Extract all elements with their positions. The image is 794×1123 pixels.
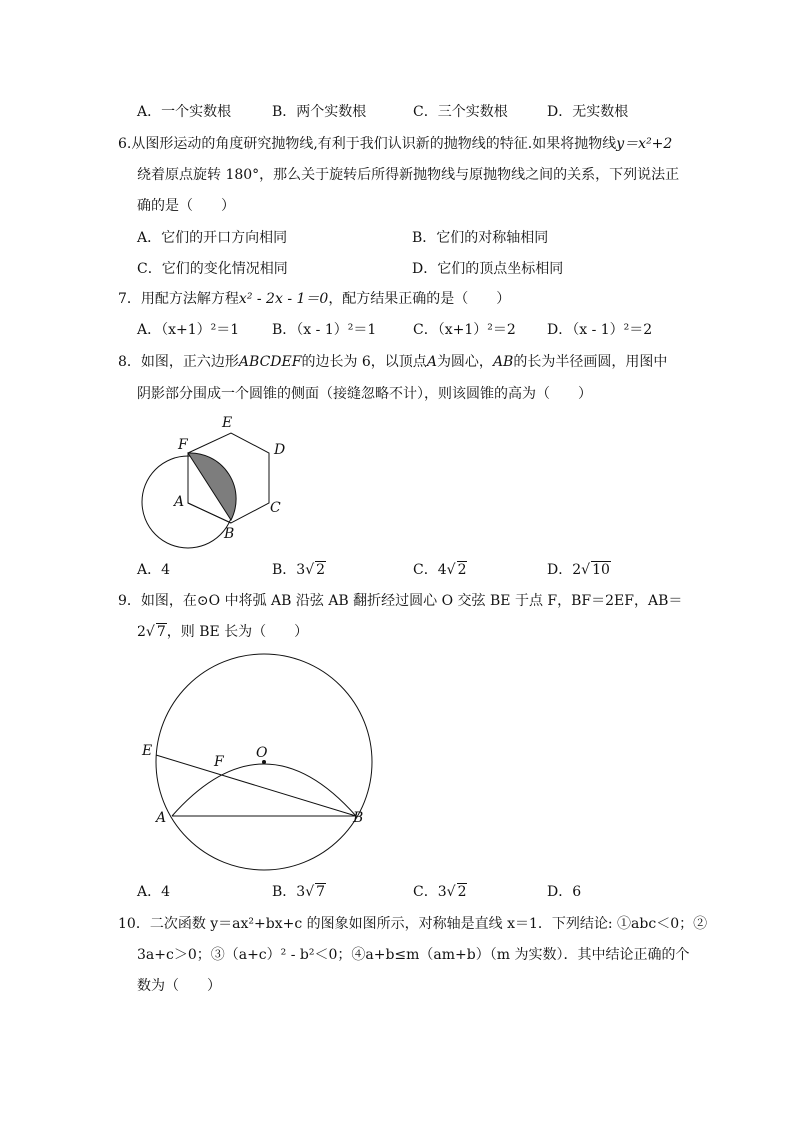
q9-ab-coef: 2: [137, 624, 146, 640]
q6-option-d: D．它们的顶点坐标相同: [412, 261, 564, 277]
q9-option-d: [547, 882, 581, 902]
q8-line-1-a: 8．如图，正六边形: [118, 354, 239, 370]
q10-line-1: 10．二次函数 y＝ax²+bx+c 的图象如图所示，对称轴是直线 x＝1．下列结论: ①abc＜0；②: [118, 916, 708, 932]
q8-label-e: E: [222, 415, 233, 431]
q8-label-f: F: [178, 437, 188, 453]
q9-option-c: [413, 882, 467, 902]
sqrt-icon: √ 2: [446, 562, 467, 578]
q6-line-3: 确的是（ ）: [137, 198, 235, 214]
q6-line-1-text: 6.从图形运动的角度研究抛物线,有利于我们认识新的抛物线的特征.如果将抛物线: [118, 136, 617, 152]
q9-option-a: [137, 882, 170, 902]
q8-option-d-prefix: D．: [547, 562, 573, 578]
q7-equation: x² - 2x - 1＝0: [238, 291, 329, 307]
q6-option-c: C．它们的变化情况相同: [137, 261, 288, 277]
q9-ab-radicand: 7: [156, 624, 166, 640]
q9-line-2-post: ，则 BE 长为（ ）: [166, 624, 309, 640]
q8-label-a: A: [174, 494, 185, 510]
q9-label-o: O: [256, 745, 268, 761]
q9-line-2: [137, 622, 308, 642]
q6-option-a: A．它们的开口方向相同: [137, 230, 288, 246]
q7-option-d: D．（x - 1）²＝2: [547, 322, 653, 338]
q9-label-e: E: [142, 743, 153, 759]
q8-option-a-value: 4: [161, 562, 171, 578]
q6-parabola-expression: y＝x²+2: [616, 136, 673, 152]
q9-option-d-value: 6: [572, 884, 582, 900]
q8-label-d: D: [274, 442, 286, 458]
q8-option-d: [547, 560, 611, 580]
q8-option-c: [413, 560, 467, 580]
q7-option-c: C．（x+1）²＝2: [413, 322, 516, 338]
q9-option-b-prefix: B．: [272, 884, 297, 900]
q7-stem: [118, 289, 510, 309]
q8-line-1: [118, 352, 667, 372]
q8-option-d-coef: 2: [572, 562, 582, 578]
q9-label-f: F: [214, 754, 224, 770]
q5-option-c: C．三个实数根: [413, 104, 508, 120]
q9-option-b-coef: 3: [296, 884, 306, 900]
q9-figure: [130, 640, 390, 880]
q8-line-2: 阴影部分围成一个圆锥的侧面（接缝忽略不计），则该圆锥的高为（ ）: [137, 386, 592, 402]
sqrt-icon: √ 7: [145, 624, 166, 640]
q9-label-b: B: [353, 810, 364, 826]
q6-line-1: [118, 134, 672, 154]
q10-line-2: 3a+c＞0；③（a+c）² - b²＜0；④a+b≤m（am+b）（m 为实数）．其中结论正确的个: [137, 947, 690, 963]
q9-option-b-radicand: 7: [316, 884, 326, 900]
q9-folded-arc: [172, 764, 356, 816]
q8-option-b: [272, 560, 326, 580]
q8-line-1-g: 的长为半径画圆，用图中: [513, 354, 668, 370]
q8-vertex-a: A: [426, 354, 437, 370]
q8-option-c-prefix: C．: [413, 562, 438, 578]
q8-option-b-coef: 3: [296, 562, 306, 578]
q8-figure: [130, 408, 300, 558]
q7-option-a: A．（x+1）²＝1: [137, 322, 240, 338]
q8-line-1-c: 的边长为 6，以顶点: [301, 354, 427, 370]
q8-option-b-radicand: 2: [316, 562, 326, 578]
q8-option-b-prefix: B．: [272, 562, 297, 578]
q8-line-1-e: 为圆心，: [436, 354, 493, 370]
q8-option-d-radicand: 10: [592, 562, 610, 578]
q6-option-b: B．它们的对称轴相同: [412, 230, 549, 246]
q9-option-c-coef: 3: [437, 884, 447, 900]
q8-label-c: C: [270, 500, 281, 516]
q8-segment-ab: AB: [492, 354, 514, 370]
q7-stem-pre: 7．用配方法解方程: [118, 291, 239, 307]
q8-option-c-radicand: 2: [457, 562, 467, 578]
q5-option-a: A．一个实数根: [137, 104, 232, 120]
q8-option-a: [137, 560, 170, 580]
q9-option-d-prefix: D．: [547, 884, 573, 900]
q6-line-2: 绕着原点旋转 180°，那么关于旋转后所得新抛物线与原抛物线之间的关系，下列说法正: [137, 167, 680, 183]
q9-option-a-value: 4: [161, 884, 171, 900]
sqrt-icon: √ 10: [581, 562, 610, 578]
sqrt-icon: √ 7: [305, 884, 326, 900]
q7-stem-post: ，配方结果正确的是（ ）: [328, 291, 511, 307]
q9-option-c-radicand: 2: [457, 884, 467, 900]
q8-hexagon-name: ABCDEF: [238, 354, 302, 370]
q8-option-a-prefix: A．: [137, 562, 162, 578]
q5-option-d: D．无实数根: [547, 104, 629, 120]
q5-option-b: B．两个实数根: [272, 104, 367, 120]
q7-option-b: B．（x - 1）²＝1: [272, 322, 377, 338]
q9-option-b: [272, 882, 326, 902]
q8-shaded-sector: [188, 453, 236, 520]
q8-option-c-coef: 4: [437, 562, 447, 578]
q9-label-a: A: [156, 810, 167, 826]
q9-option-a-prefix: A．: [137, 884, 162, 900]
sqrt-icon: √ 2: [446, 884, 467, 900]
sqrt-icon: √ 2: [305, 562, 326, 578]
q8-label-b: B: [224, 526, 235, 542]
q9-line-1: 9．如图，在⊙O 中将弧 AB 沿弦 AB 翻折经过圆心 O 交弦 BE 于点 F，BF＝2EF，AB＝: [118, 593, 683, 609]
q10-line-3: 数为（ ）: [137, 978, 221, 994]
q9-option-c-prefix: C．: [413, 884, 438, 900]
